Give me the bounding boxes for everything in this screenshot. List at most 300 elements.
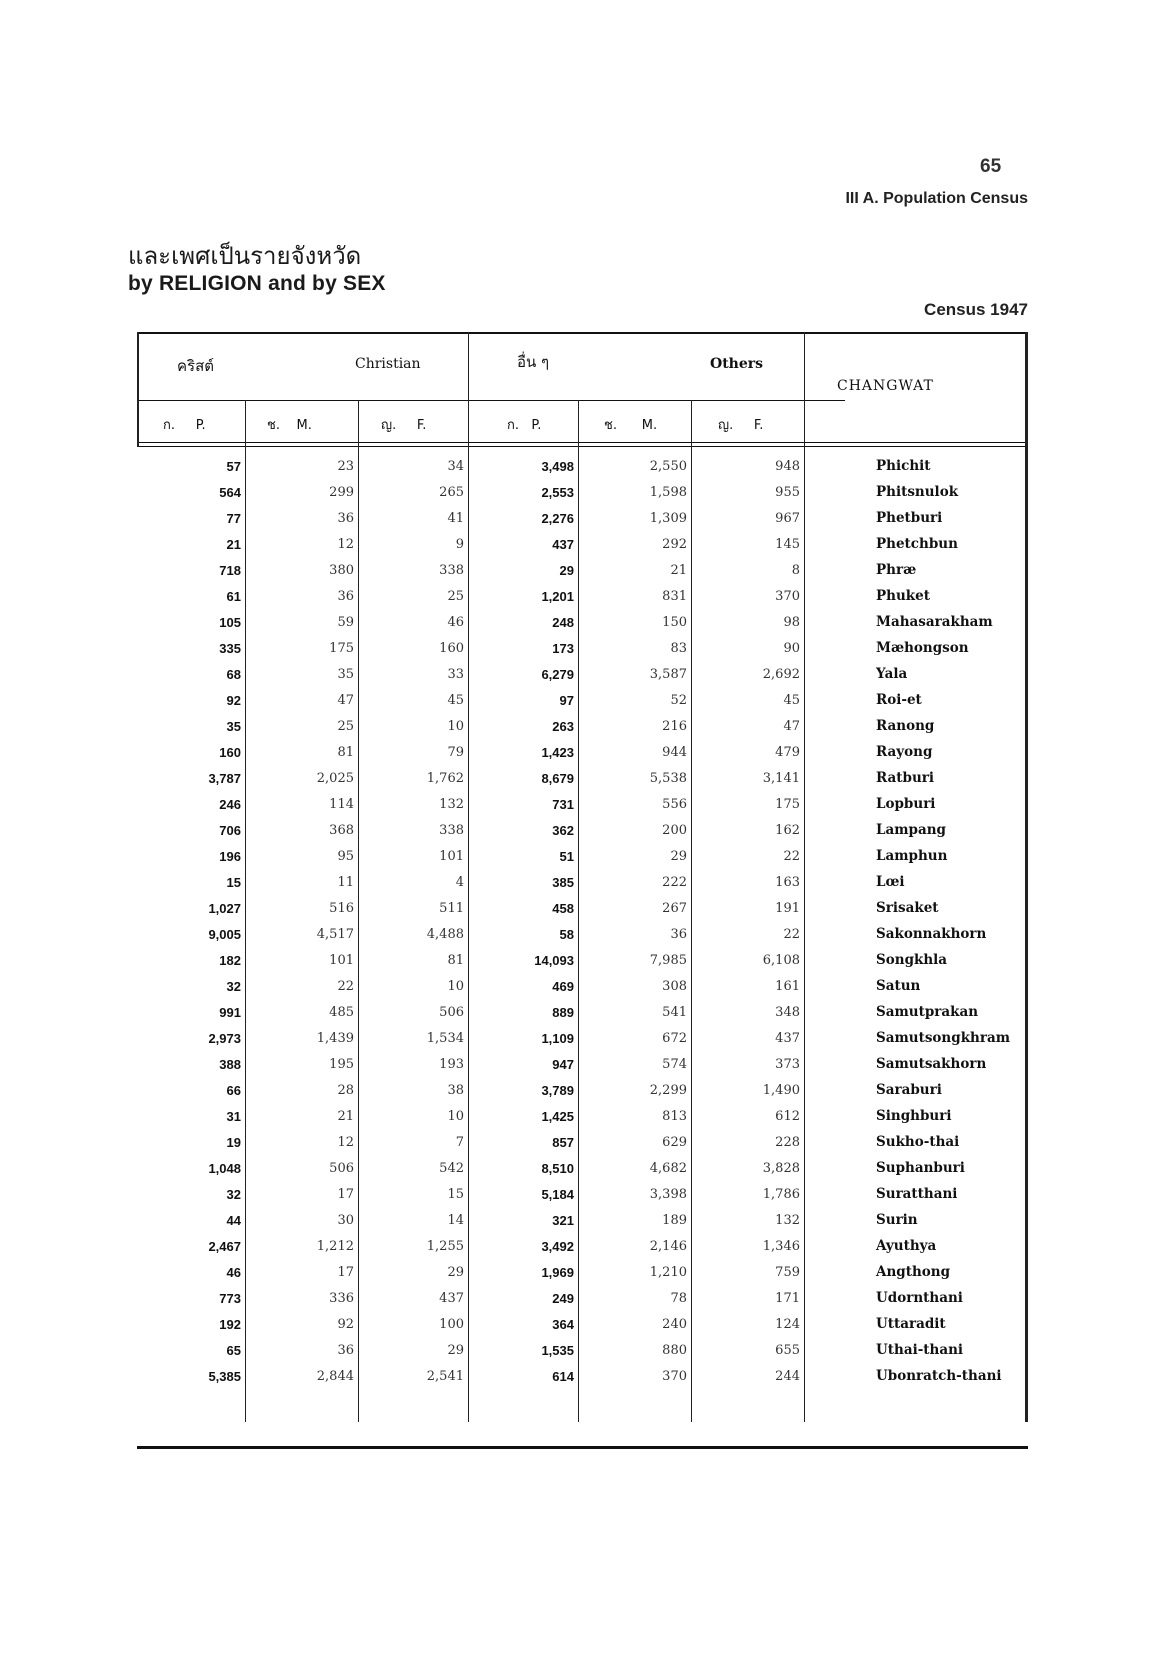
cell-om: 36 [670, 927, 687, 942]
changwat-name: Phitsnulok [876, 484, 959, 500]
cell-cf: 29 [447, 1343, 464, 1358]
header-bottom-rule-2 [137, 446, 1028, 447]
cell-cm: 114 [329, 797, 354, 812]
cell-cp: 32 [226, 1187, 241, 1202]
cell-op: 321 [552, 1213, 574, 1228]
cell-op: 248 [552, 615, 574, 630]
title-english: by RELIGION and by SEX [128, 272, 386, 295]
cell-op: 29 [559, 563, 574, 578]
cell-om: 1,598 [649, 485, 687, 500]
cell-cm: 81 [337, 745, 354, 760]
table-row [137, 1366, 1028, 1392]
table-row [137, 1262, 1028, 1288]
table-row [137, 1106, 1028, 1132]
cell-cp: 2,973 [208, 1031, 241, 1046]
cell-of: 22 [783, 927, 800, 942]
cell-of: 47 [783, 719, 800, 734]
cell-of: 191 [775, 901, 800, 916]
cell-cf: 10 [447, 719, 464, 734]
cell-op: 889 [552, 1005, 574, 1020]
sub-en: P. [195, 418, 206, 433]
cell-om: 880 [662, 1343, 687, 1358]
cell-cf: 25 [447, 589, 464, 604]
table-row [137, 846, 1028, 872]
cell-cm: 299 [329, 485, 354, 500]
cell-op: 1,423 [541, 745, 574, 760]
cell-op: 3,492 [541, 1239, 574, 1254]
cell-cm: 485 [329, 1005, 354, 1020]
cell-cp: 61 [226, 589, 241, 604]
cell-cf: 338 [439, 563, 464, 578]
table-row [137, 1340, 1028, 1366]
cell-of: 8 [791, 563, 800, 578]
sub-header-o-m [604, 414, 657, 435]
cell-cf: 38 [447, 1083, 464, 1098]
cell-om: 216 [662, 719, 687, 734]
cell-op: 1,535 [541, 1343, 574, 1358]
cell-cm: 368 [329, 823, 354, 838]
cell-om: 1,309 [649, 511, 687, 526]
cell-om: 831 [662, 589, 687, 604]
changwat-name: Suratthani [876, 1186, 958, 1202]
cell-om: 672 [662, 1031, 687, 1046]
header-mid-rule [137, 400, 845, 401]
sub-en: P. [531, 418, 542, 433]
sub-en: M. [296, 418, 312, 433]
cell-cp: 991 [219, 1005, 241, 1020]
changwat-name: Lopburi [876, 796, 936, 812]
changwat-name: Phichit [876, 458, 931, 474]
cell-op: 1,425 [541, 1109, 574, 1124]
table-row [137, 638, 1028, 664]
header-bottom-rule [137, 442, 1028, 443]
table-row [137, 1028, 1028, 1054]
cell-of: 1,490 [762, 1083, 800, 1098]
cell-cf: 160 [439, 641, 464, 656]
cell-cm: 380 [329, 563, 354, 578]
table-row [137, 1132, 1028, 1158]
cell-cm: 175 [329, 641, 354, 656]
changwat-name: Angthong [876, 1264, 951, 1280]
cell-om: 83 [670, 641, 687, 656]
cell-cp: 31 [226, 1109, 241, 1124]
cell-cm: 23 [337, 459, 354, 474]
cell-cm: 36 [337, 1343, 354, 1358]
cell-op: 614 [552, 1369, 574, 1384]
cell-cp: 66 [226, 1083, 241, 1098]
cell-cm: 59 [337, 615, 354, 630]
table-row [137, 1288, 1028, 1314]
christian-header: Christian [355, 356, 421, 372]
changwat-name: Ranong [876, 718, 935, 734]
cell-cf: 79 [447, 745, 464, 760]
title-thai: และเพศเป็นรายจังหวัด [128, 242, 362, 270]
cell-cm: 516 [329, 901, 354, 916]
cell-cp: 706 [219, 823, 241, 838]
table-row [137, 924, 1028, 950]
page-number: 65 [980, 156, 1002, 177]
cell-cf: 265 [439, 485, 464, 500]
cell-om: 574 [662, 1057, 687, 1072]
table-row [137, 1158, 1028, 1184]
others-thai-header: อื่น ๆ [517, 353, 550, 371]
cell-om: 200 [662, 823, 687, 838]
cell-cf: 46 [447, 615, 464, 630]
changwat-name: Samutsakhorn [876, 1056, 987, 1072]
table-row [137, 716, 1028, 742]
cell-cp: 718 [219, 563, 241, 578]
changwat-name: Lœi [876, 874, 905, 890]
cell-of: 437 [775, 1031, 800, 1046]
cell-of: 955 [775, 485, 800, 500]
cell-cp: 5,385 [208, 1369, 241, 1384]
cell-op: 362 [552, 823, 574, 838]
christian-thai-header: คริสต์ [177, 357, 214, 375]
cell-op: 947 [552, 1057, 574, 1072]
cell-of: 132 [775, 1213, 800, 1228]
sub-header-c-f [381, 414, 426, 435]
others-header: Others [710, 356, 764, 372]
cell-cp: 196 [219, 849, 241, 864]
cell-om: 308 [662, 979, 687, 994]
changwat-name: Songkhla [876, 952, 948, 968]
cell-cp: 105 [219, 615, 241, 630]
changwat-name: Phetburi [876, 510, 943, 526]
cell-om: 370 [662, 1369, 687, 1384]
cell-cf: 2,541 [426, 1369, 464, 1384]
table-row [137, 456, 1028, 482]
changwat-name: Saraburi [876, 1082, 942, 1098]
cell-op: 857 [552, 1135, 574, 1150]
cell-cm: 1,212 [316, 1239, 354, 1254]
cell-of: 6,108 [762, 953, 800, 968]
population-table [137, 332, 1028, 1450]
changwat-name: Phræ [876, 562, 917, 578]
cell-om: 5,538 [649, 771, 687, 786]
cell-cp: 335 [219, 641, 241, 656]
cell-of: 655 [775, 1343, 800, 1358]
table-row [137, 508, 1028, 534]
cell-op: 3,498 [541, 459, 574, 474]
sub-thai: ช. [267, 418, 280, 433]
table-row [137, 586, 1028, 612]
cell-cp: 1,048 [208, 1161, 241, 1176]
sub-thai: ญ. [381, 418, 397, 433]
cell-op: 458 [552, 901, 574, 916]
cell-op: 58 [559, 927, 574, 942]
cell-cp: 160 [219, 745, 241, 760]
cell-of: 2,692 [762, 667, 800, 682]
changwat-header: CHANGWAT [837, 378, 934, 394]
table-bottom-rule [137, 1446, 1028, 1449]
sub-header-c-p [163, 414, 206, 435]
cell-om: 21 [670, 563, 687, 578]
cell-op: 2,553 [541, 485, 574, 500]
cell-cf: 10 [447, 1109, 464, 1124]
changwat-name: Samutsongkhram [876, 1030, 1011, 1046]
table-top-rule [137, 332, 1028, 334]
changwat-name: Singhburi [876, 1108, 952, 1124]
cell-of: 612 [775, 1109, 800, 1124]
table-row [137, 612, 1028, 638]
table-row [137, 794, 1028, 820]
changwat-name: Uthai-thani [876, 1342, 964, 1358]
cell-cp: 15 [226, 875, 241, 890]
cell-cf: 15 [447, 1187, 464, 1202]
cell-of: 370 [775, 589, 800, 604]
sub-header-c-m [267, 414, 312, 435]
cell-of: 479 [775, 745, 800, 760]
table-row [137, 742, 1028, 768]
cell-cp: 44 [226, 1213, 241, 1228]
cell-cm: 101 [329, 953, 354, 968]
cell-om: 2,299 [649, 1083, 687, 1098]
cell-op: 2,276 [541, 511, 574, 526]
table-row [137, 1080, 1028, 1106]
sub-en: F. [753, 418, 764, 433]
cell-cp: 77 [226, 511, 241, 526]
cell-cp: 192 [219, 1317, 241, 1332]
cell-cp: 773 [219, 1291, 241, 1306]
cell-om: 813 [662, 1109, 687, 1124]
cell-cf: 29 [447, 1265, 464, 1280]
table-row [137, 664, 1028, 690]
cell-of: 163 [775, 875, 800, 890]
cell-of: 3,141 [762, 771, 800, 786]
cell-om: 52 [670, 693, 687, 708]
changwat-name: Uttaradit [876, 1316, 946, 1332]
cell-om: 3,587 [649, 667, 687, 682]
cell-op: 469 [552, 979, 574, 994]
cell-cm: 17 [337, 1187, 354, 1202]
sub-en: M. [641, 418, 658, 433]
cell-op: 97 [559, 693, 574, 708]
table-row [137, 768, 1028, 794]
cell-cm: 35 [337, 667, 354, 682]
cell-om: 150 [662, 615, 687, 630]
changwat-name: Ratburi [876, 770, 935, 786]
cell-op: 51 [559, 849, 574, 864]
changwat-name: Udornthani [876, 1290, 963, 1306]
cell-cf: 1,534 [426, 1031, 464, 1046]
cell-cf: 1,255 [426, 1239, 464, 1254]
cell-cp: 32 [226, 979, 241, 994]
table-row [137, 560, 1028, 586]
cell-cm: 506 [329, 1161, 354, 1176]
cell-om: 2,550 [649, 459, 687, 474]
cell-cf: 41 [447, 511, 464, 526]
changwat-name: Ayuthya [876, 1238, 937, 1254]
cell-of: 228 [775, 1135, 800, 1150]
left-border [137, 332, 139, 447]
cell-cp: 65 [226, 1343, 241, 1358]
table-row [137, 1054, 1028, 1080]
cell-cm: 22 [337, 979, 354, 994]
cell-cm: 12 [337, 1135, 354, 1150]
changwat-name: Lamphun [876, 848, 948, 864]
cell-cp: 246 [219, 797, 241, 812]
cell-cf: 101 [439, 849, 464, 864]
cell-cf: 4,488 [426, 927, 464, 942]
cell-op: 364 [552, 1317, 574, 1332]
changwat-name: Sukho-thai [876, 1134, 960, 1150]
cell-cm: 36 [337, 511, 354, 526]
cell-op: 385 [552, 875, 574, 890]
cell-cf: 9 [455, 537, 464, 552]
cell-cm: 4,517 [316, 927, 354, 942]
cell-om: 240 [662, 1317, 687, 1332]
cell-of: 759 [775, 1265, 800, 1280]
cell-cf: 81 [447, 953, 464, 968]
cell-op: 1,969 [541, 1265, 574, 1280]
cell-cm: 2,844 [316, 1369, 354, 1384]
table-row [137, 976, 1028, 1002]
cell-cf: 132 [439, 797, 464, 812]
sub-en: F. [416, 418, 427, 433]
cell-op: 8,679 [541, 771, 574, 786]
table-row [137, 950, 1028, 976]
cell-of: 373 [775, 1057, 800, 1072]
cell-op: 14,093 [534, 953, 574, 968]
cell-om: 4,682 [649, 1161, 687, 1176]
table-row [137, 820, 1028, 846]
cell-cf: 14 [447, 1213, 464, 1228]
cell-cm: 95 [337, 849, 354, 864]
cell-of: 171 [775, 1291, 800, 1306]
cell-cf: 506 [439, 1005, 464, 1020]
sub-header-o-f [718, 414, 763, 435]
cell-cf: 437 [439, 1291, 464, 1306]
table-row [137, 1210, 1028, 1236]
cell-of: 3,828 [762, 1161, 800, 1176]
cell-of: 90 [783, 641, 800, 656]
cell-of: 967 [775, 511, 800, 526]
cell-cf: 45 [447, 693, 464, 708]
cell-om: 1,210 [649, 1265, 687, 1280]
changwat-name: Surin [876, 1212, 918, 1228]
cell-op: 3,789 [541, 1083, 574, 1098]
cell-cf: 338 [439, 823, 464, 838]
table-row [137, 1314, 1028, 1340]
cell-cm: 28 [337, 1083, 354, 1098]
cell-om: 944 [662, 745, 687, 760]
changwat-name: Roi-et [876, 692, 922, 708]
cell-cm: 21 [337, 1109, 354, 1124]
changwat-name: Rayong [876, 744, 933, 760]
table-row [137, 898, 1028, 924]
sub-header-o-p [507, 414, 541, 435]
cell-of: 98 [783, 615, 800, 630]
cell-cf: 1,762 [426, 771, 464, 786]
table-row [137, 690, 1028, 716]
cell-of: 244 [775, 1369, 800, 1384]
cell-cp: 2,467 [208, 1239, 241, 1254]
cell-of: 45 [783, 693, 800, 708]
cell-cm: 47 [337, 693, 354, 708]
cell-om: 2,146 [649, 1239, 687, 1254]
cell-cm: 195 [329, 1057, 354, 1072]
cell-of: 1,786 [762, 1187, 800, 1202]
cell-cp: 57 [226, 459, 241, 474]
cell-cf: 4 [455, 875, 464, 890]
changwat-name: Satun [876, 978, 921, 994]
cell-cp: 9,005 [208, 927, 241, 942]
cell-cm: 92 [337, 1317, 354, 1332]
changwat-name: Samutprakan [876, 1004, 979, 1020]
cell-om: 556 [662, 797, 687, 812]
cell-op: 437 [552, 537, 574, 552]
cell-of: 348 [775, 1005, 800, 1020]
cell-cm: 2,025 [316, 771, 354, 786]
cell-om: 78 [670, 1291, 687, 1306]
cell-cf: 10 [447, 979, 464, 994]
cell-op: 5,184 [541, 1187, 574, 1202]
cell-cm: 11 [337, 875, 354, 890]
cell-om: 292 [662, 537, 687, 552]
table-row [137, 534, 1028, 560]
cell-of: 1,346 [762, 1239, 800, 1254]
cell-cf: 511 [439, 901, 464, 916]
section-heading: III A. Population Census [845, 190, 1028, 207]
cell-cm: 30 [337, 1213, 354, 1228]
cell-cp: 182 [219, 953, 241, 968]
cell-cp: 564 [219, 485, 241, 500]
cell-cf: 542 [439, 1161, 464, 1176]
cell-cp: 1,027 [208, 901, 241, 916]
changwat-name: Yala [876, 666, 908, 682]
sub-thai: ก. [163, 418, 176, 433]
table-row [137, 482, 1028, 508]
cell-cp: 68 [226, 667, 241, 682]
cell-cm: 336 [329, 1291, 354, 1306]
cell-of: 22 [783, 849, 800, 864]
changwat-name: Phuket [876, 588, 930, 604]
cell-op: 1,109 [541, 1031, 574, 1046]
cell-cp: 3,787 [208, 771, 241, 786]
census-label: Census 1947 [924, 300, 1028, 319]
cell-cf: 34 [447, 459, 464, 474]
sub-thai: ญ. [718, 418, 734, 433]
cell-cp: 388 [219, 1057, 241, 1072]
cell-of: 175 [775, 797, 800, 812]
cell-cp: 92 [226, 693, 241, 708]
changwat-name: Lampang [876, 822, 946, 838]
cell-op: 173 [552, 641, 574, 656]
cell-of: 162 [775, 823, 800, 838]
cell-op: 8,510 [541, 1161, 574, 1176]
sub-thai: ก. [507, 418, 520, 433]
changwat-name: Srisaket [876, 900, 939, 916]
cell-cf: 33 [447, 667, 464, 682]
cell-op: 6,279 [541, 667, 574, 682]
cell-cf: 193 [439, 1057, 464, 1072]
cell-om: 189 [662, 1213, 687, 1228]
cell-op: 731 [552, 797, 574, 812]
cell-cm: 25 [337, 719, 354, 734]
cell-of: 124 [775, 1317, 800, 1332]
cell-op: 263 [552, 719, 574, 734]
cell-op: 1,201 [541, 589, 574, 604]
sub-thai: ช. [604, 418, 617, 433]
cell-om: 3,398 [649, 1187, 687, 1202]
cell-of: 145 [775, 537, 800, 552]
cell-cp: 21 [226, 537, 241, 552]
table-row [137, 1236, 1028, 1262]
cell-cp: 35 [226, 719, 241, 734]
table-row [137, 1184, 1028, 1210]
cell-op: 249 [552, 1291, 574, 1306]
changwat-name: Mæhongson [876, 640, 969, 656]
